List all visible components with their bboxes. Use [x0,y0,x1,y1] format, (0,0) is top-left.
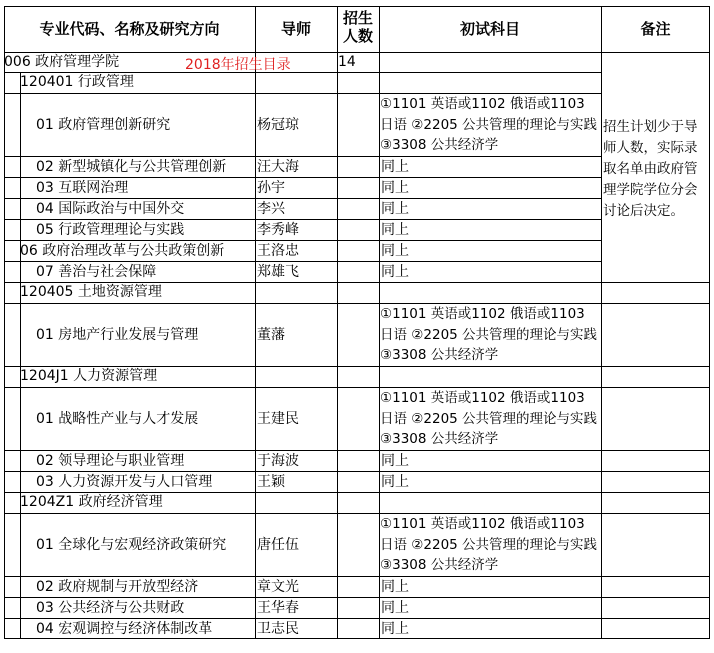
advisor-name: 王颖 [257,473,285,490]
advisor-name: 卫志民 [257,620,299,637]
exam-same: 同上 [381,599,409,616]
advisor-name: 唐任伍 [257,536,299,553]
advisor-name: 于海波 [257,452,299,469]
direction-name: 02 政府规制与开放型经济 [36,578,199,595]
exam-same: 同上 [381,620,409,637]
advisor-name: 杨冠琼 [257,116,299,133]
direction-name: 02 领导理论与职业管理 [36,452,185,469]
exam-subjects: ①1101 英语或1102 俄语或1103 日语 ②2205 公共管理的理论与实践 ③3308 公共经济学 [380,96,598,153]
direction-name: 03 人力资源开发与人口管理 [36,473,213,490]
exam-subjects: ①1101 英语或1102 俄语或1103 日语 ②2205 公共管理的理论与实践 ③3308 公共经济学 [380,516,598,573]
advisor-name: 王洛忠 [257,242,299,259]
direction-name: 02 新型城镇化与公共管理创新 [36,158,227,175]
advisor-name: 王建民 [257,410,299,427]
header-quota: 招生人数 [342,9,373,45]
direction-name: 01 政府管理创新研究 [36,116,171,133]
exam-same: 同上 [381,263,409,280]
major-code-name: 120401 行政管理 [20,74,134,90]
header-major-direction: 专业代码、名称及研究方向 [39,20,220,38]
major-code-name: 120405 土地资源管理 [20,284,162,300]
direction-name: 06 政府治理改革与公共政策创新 [20,242,225,259]
exam-same: 同上 [381,158,409,175]
header-advisor: 导师 [280,20,311,38]
direction-name: 03 公共经济与公共财政 [36,599,185,616]
exam-same: 同上 [381,221,409,238]
catalog-watermark: 2018年招生目录 [185,57,291,73]
major-code-name: 1204Z1 政府经济管理 [20,494,163,510]
direction-name: 03 互联网治理 [36,179,129,196]
direction-name: 01 全球化与宏观经济政策研究 [36,536,227,553]
advisor-name: 李秀峰 [257,221,299,238]
remark-note: 招生计划少于导师人数，实际录取名单由政府管理学院学位分会讨论后决定。 [603,119,698,219]
advisor-name: 汪大海 [257,158,299,175]
advisor-name: 李兴 [257,200,285,217]
direction-name: 04 国际政治与中国外交 [36,200,185,217]
exam-same: 同上 [381,452,409,469]
direction-name: 01 房地产行业发展与管理 [36,326,199,343]
direction-name: 05 行政管理理论与实践 [36,221,185,238]
exam-subjects: ①1101 英语或1102 俄语或1103 日语 ②2205 公共管理的理论与实践 ③3308 公共经济学 [380,306,598,363]
exam-same: 同上 [381,578,409,595]
direction-name: 07 善治与社会保障 [36,263,157,280]
advisor-name: 郑雄飞 [257,263,299,280]
exam-same: 同上 [381,242,409,259]
header-exam-subjects: 初试科目 [459,20,520,38]
direction-name: 01 战略性产业与人才发展 [36,410,199,427]
exam-same: 同上 [381,473,409,490]
major-code-name: 1204J1 人力资源管理 [20,368,158,384]
school-label: 006 政府管理学院 [4,54,120,70]
advisor-name: 董藩 [257,326,285,343]
exam-subjects: ①1101 英语或1102 俄语或1103 日语 ②2205 公共管理的理论与实践 ③3308 公共经济学 [380,390,598,447]
advisor-name: 孙宇 [257,179,285,196]
advisor-name: 章文光 [257,578,299,595]
direction-name: 04 宏观调控与经济体制改革 [36,620,213,637]
school-quota: 14 [338,54,356,70]
exam-same: 同上 [381,179,409,196]
header-remark: 备注 [640,20,671,38]
exam-same: 同上 [381,200,409,217]
advisor-name: 王华春 [257,599,299,616]
